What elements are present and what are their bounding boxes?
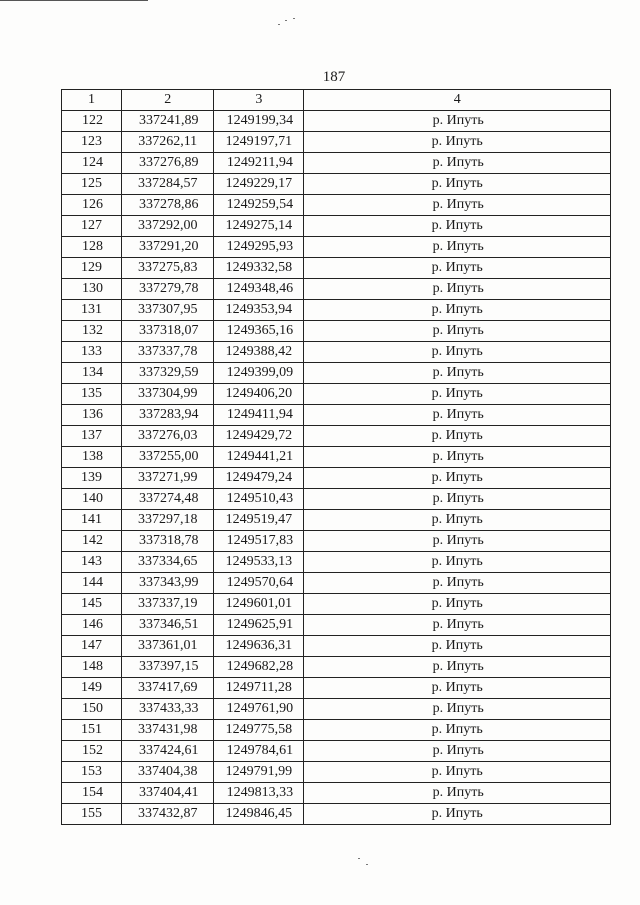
- y-coordinate-cell: 1249570,64: [215, 573, 305, 594]
- table-row: [62, 174, 611, 195]
- y-coordinate-cell: 1249625,91: [215, 615, 305, 636]
- point-number-cell: 133: [62, 342, 122, 363]
- point-number-cell: 130: [63, 279, 123, 300]
- x-coordinate-cell: 337276,03: [122, 426, 214, 447]
- point-number-cell: 146: [63, 615, 123, 636]
- table-row: [62, 552, 611, 573]
- coordinates-table: [61, 89, 611, 825]
- y-coordinate-cell: 1249199,34: [215, 111, 305, 132]
- table-row: [62, 510, 611, 531]
- table-body: [62, 111, 611, 825]
- x-coordinate-cell: 337329,59: [123, 363, 215, 384]
- point-number-cell: 155: [62, 804, 122, 825]
- point-number-cell: 147: [62, 636, 122, 657]
- scan-edge-rule: [0, 0, 148, 1]
- y-coordinate-cell: 1249519,47: [214, 510, 304, 531]
- y-coordinate-cell: 1249411,94: [215, 405, 305, 426]
- y-coordinate-cell: 1249784,61: [215, 741, 305, 762]
- description-cell: р. Ипуть: [304, 426, 611, 447]
- x-coordinate-cell: 337241,89: [123, 111, 215, 132]
- x-coordinate-cell: 337262,11: [122, 132, 214, 153]
- description-cell: р. Ипуть: [305, 615, 612, 636]
- y-coordinate-cell: 1249510,43: [215, 489, 305, 510]
- table-row: [62, 426, 611, 447]
- y-coordinate-cell: 1249275,14: [214, 216, 304, 237]
- y-coordinate-cell: 1249259,54: [215, 195, 305, 216]
- table-row: [62, 468, 611, 489]
- point-number-cell: 135: [62, 384, 122, 405]
- description-cell: р. Ипуть: [304, 258, 611, 279]
- y-coordinate-cell: 1249813,33: [215, 783, 305, 804]
- x-coordinate-cell: 337297,18: [122, 510, 214, 531]
- description-cell: р. Ипуть: [305, 657, 612, 678]
- x-coordinate-cell: 337271,99: [122, 468, 214, 489]
- point-number-cell: 125: [62, 174, 122, 195]
- point-number-cell: 132: [63, 321, 123, 342]
- table-row: [62, 258, 611, 279]
- x-coordinate-cell: 337346,51: [123, 615, 215, 636]
- description-cell: р. Ипуть: [304, 594, 611, 615]
- description-cell: р. Ипуть: [305, 321, 612, 342]
- description-cell: р. Ипуть: [304, 384, 611, 405]
- point-number-cell: 140: [63, 489, 123, 510]
- description-cell: р. Ипуть: [304, 762, 611, 783]
- point-number-cell: 139: [62, 468, 122, 489]
- table-row: [62, 384, 611, 405]
- description-cell: р. Ипуть: [304, 216, 611, 237]
- description-cell: р. Ипуть: [304, 342, 611, 363]
- table-row: [62, 741, 611, 762]
- table-row: [62, 300, 611, 321]
- column-header: 2: [122, 90, 214, 111]
- x-coordinate-cell: 337417,69: [122, 678, 214, 699]
- x-coordinate-cell: 337276,89: [123, 153, 215, 174]
- x-coordinate-cell: 337278,86: [123, 195, 215, 216]
- table-row: [62, 363, 611, 384]
- point-number-cell: 145: [62, 594, 122, 615]
- point-number-cell: 142: [63, 531, 123, 552]
- y-coordinate-cell: 1249399,09: [215, 363, 305, 384]
- description-cell: р. Ипуть: [305, 741, 612, 762]
- x-coordinate-cell: 337404,41: [123, 783, 215, 804]
- y-coordinate-cell: 1249406,20: [214, 384, 304, 405]
- page-number: 187: [322, 69, 346, 85]
- x-coordinate-cell: 337397,15: [123, 657, 215, 678]
- table-row: [62, 762, 611, 783]
- table-row: [62, 720, 611, 741]
- description-cell: р. Ипуть: [304, 174, 611, 195]
- y-coordinate-cell: 1249761,90: [215, 699, 305, 720]
- y-coordinate-cell: 1249533,13: [214, 552, 304, 573]
- description-cell: р. Ипуть: [305, 489, 612, 510]
- point-number-cell: 153: [62, 762, 122, 783]
- table-row: [62, 237, 611, 258]
- x-coordinate-cell: 337279,78: [123, 279, 215, 300]
- table-row: [62, 405, 611, 426]
- y-coordinate-cell: 1249791,99: [214, 762, 304, 783]
- description-cell: р. Ипуть: [304, 300, 611, 321]
- point-number-cell: 149: [62, 678, 122, 699]
- point-number-cell: 141: [62, 510, 122, 531]
- table-row: [62, 783, 611, 804]
- y-coordinate-cell: 1249211,94: [215, 153, 305, 174]
- point-number-cell: 143: [62, 552, 122, 573]
- y-coordinate-cell: 1249846,45: [214, 804, 304, 825]
- scan-speck: [358, 858, 360, 859]
- x-coordinate-cell: 337291,20: [123, 237, 215, 258]
- description-cell: р. Ипуть: [304, 804, 611, 825]
- table-row: [62, 531, 611, 552]
- description-cell: р. Ипуть: [305, 195, 612, 216]
- x-coordinate-cell: 337255,00: [123, 447, 215, 468]
- y-coordinate-cell: 1249365,16: [215, 321, 305, 342]
- table-row: [62, 321, 611, 342]
- point-number-cell: 134: [63, 363, 123, 384]
- scan-speck: [293, 18, 295, 19]
- description-cell: р. Ипуть: [305, 783, 612, 804]
- description-cell: р. Ипуть: [304, 552, 611, 573]
- x-coordinate-cell: 337404,38: [122, 762, 214, 783]
- y-coordinate-cell: 1249775,58: [214, 720, 304, 741]
- x-coordinate-cell: 337318,78: [123, 531, 215, 552]
- point-number-cell: 131: [62, 300, 122, 321]
- table-row: [62, 573, 611, 594]
- x-coordinate-cell: 337343,99: [123, 573, 215, 594]
- description-cell: р. Ипуть: [305, 111, 612, 132]
- table-row: [62, 153, 611, 174]
- table-row: [62, 342, 611, 363]
- y-coordinate-cell: 1249348,46: [215, 279, 305, 300]
- x-coordinate-cell: 337334,65: [122, 552, 214, 573]
- column-header: 3: [214, 90, 304, 111]
- table-row: [62, 279, 611, 300]
- point-number-cell: 148: [63, 657, 123, 678]
- column-header: 1: [62, 90, 122, 111]
- x-coordinate-cell: 337337,19: [122, 594, 214, 615]
- description-cell: р. Ипуть: [304, 510, 611, 531]
- y-coordinate-cell: 1249601,01: [214, 594, 304, 615]
- point-number-cell: 136: [63, 405, 123, 426]
- scan-speck: [366, 864, 368, 865]
- description-cell: р. Ипуть: [304, 678, 611, 699]
- description-cell: р. Ипуть: [305, 363, 612, 384]
- description-cell: р. Ипуть: [305, 279, 612, 300]
- x-coordinate-cell: 337307,95: [122, 300, 214, 321]
- point-number-cell: 138: [63, 447, 123, 468]
- scan-speck: [278, 24, 280, 25]
- point-number-cell: 129: [62, 258, 122, 279]
- table-row: [62, 195, 611, 216]
- y-coordinate-cell: 1249479,24: [214, 468, 304, 489]
- x-coordinate-cell: 337304,99: [122, 384, 214, 405]
- description-cell: р. Ипуть: [305, 237, 612, 258]
- table-row: [62, 216, 611, 237]
- x-coordinate-cell: 337432,87: [122, 804, 214, 825]
- point-number-cell: 123: [62, 132, 122, 153]
- table-row: [62, 111, 611, 132]
- table-row: [62, 699, 611, 720]
- y-coordinate-cell: 1249332,58: [214, 258, 304, 279]
- description-cell: р. Ипуть: [305, 153, 612, 174]
- description-cell: р. Ипуть: [305, 405, 612, 426]
- y-coordinate-cell: 1249229,17: [214, 174, 304, 195]
- y-coordinate-cell: 1249295,93: [215, 237, 305, 258]
- description-cell: р. Ипуть: [305, 447, 612, 468]
- table-row: [62, 678, 611, 699]
- table-header-row: [62, 90, 611, 111]
- point-number-cell: 127: [62, 216, 122, 237]
- y-coordinate-cell: 1249711,28: [214, 678, 304, 699]
- point-number-cell: 122: [63, 111, 123, 132]
- y-coordinate-cell: 1249353,94: [214, 300, 304, 321]
- x-coordinate-cell: 337361,01: [122, 636, 214, 657]
- table-row: [62, 489, 611, 510]
- point-number-cell: 137: [62, 426, 122, 447]
- x-coordinate-cell: 337283,94: [123, 405, 215, 426]
- point-number-cell: 154: [63, 783, 123, 804]
- table-row: [62, 636, 611, 657]
- table-row: [62, 804, 611, 825]
- description-cell: р. Ипуть: [304, 132, 611, 153]
- description-cell: р. Ипуть: [305, 573, 612, 594]
- point-number-cell: 150: [63, 699, 123, 720]
- table-row: [62, 132, 611, 153]
- y-coordinate-cell: 1249517,83: [215, 531, 305, 552]
- y-coordinate-cell: 1249441,21: [215, 447, 305, 468]
- table-row: [62, 657, 611, 678]
- y-coordinate-cell: 1249388,42: [214, 342, 304, 363]
- description-cell: р. Ипуть: [305, 531, 612, 552]
- y-coordinate-cell: 1249636,31: [214, 636, 304, 657]
- point-number-cell: 152: [63, 741, 123, 762]
- point-number-cell: 151: [62, 720, 122, 741]
- point-number-cell: 124: [63, 153, 123, 174]
- scan-speck: [285, 20, 287, 21]
- column-header: 4: [304, 90, 611, 111]
- description-cell: р. Ипуть: [305, 699, 612, 720]
- table-row: [62, 615, 611, 636]
- x-coordinate-cell: 337274,48: [123, 489, 215, 510]
- y-coordinate-cell: 1249429,72: [214, 426, 304, 447]
- x-coordinate-cell: 337284,57: [122, 174, 214, 195]
- table-row: [62, 594, 611, 615]
- description-cell: р. Ипуть: [304, 468, 611, 489]
- point-number-cell: 126: [63, 195, 123, 216]
- x-coordinate-cell: 337275,83: [122, 258, 214, 279]
- y-coordinate-cell: 1249682,28: [215, 657, 305, 678]
- point-number-cell: 128: [63, 237, 123, 258]
- x-coordinate-cell: 337431,98: [122, 720, 214, 741]
- description-cell: р. Ипуть: [304, 636, 611, 657]
- x-coordinate-cell: 337318,07: [123, 321, 215, 342]
- table-row: [62, 447, 611, 468]
- x-coordinate-cell: 337292,00: [122, 216, 214, 237]
- description-cell: р. Ипуть: [304, 720, 611, 741]
- point-number-cell: 144: [63, 573, 123, 594]
- x-coordinate-cell: 337424,61: [123, 741, 215, 762]
- x-coordinate-cell: 337433,33: [123, 699, 215, 720]
- y-coordinate-cell: 1249197,71: [214, 132, 304, 153]
- x-coordinate-cell: 337337,78: [122, 342, 214, 363]
